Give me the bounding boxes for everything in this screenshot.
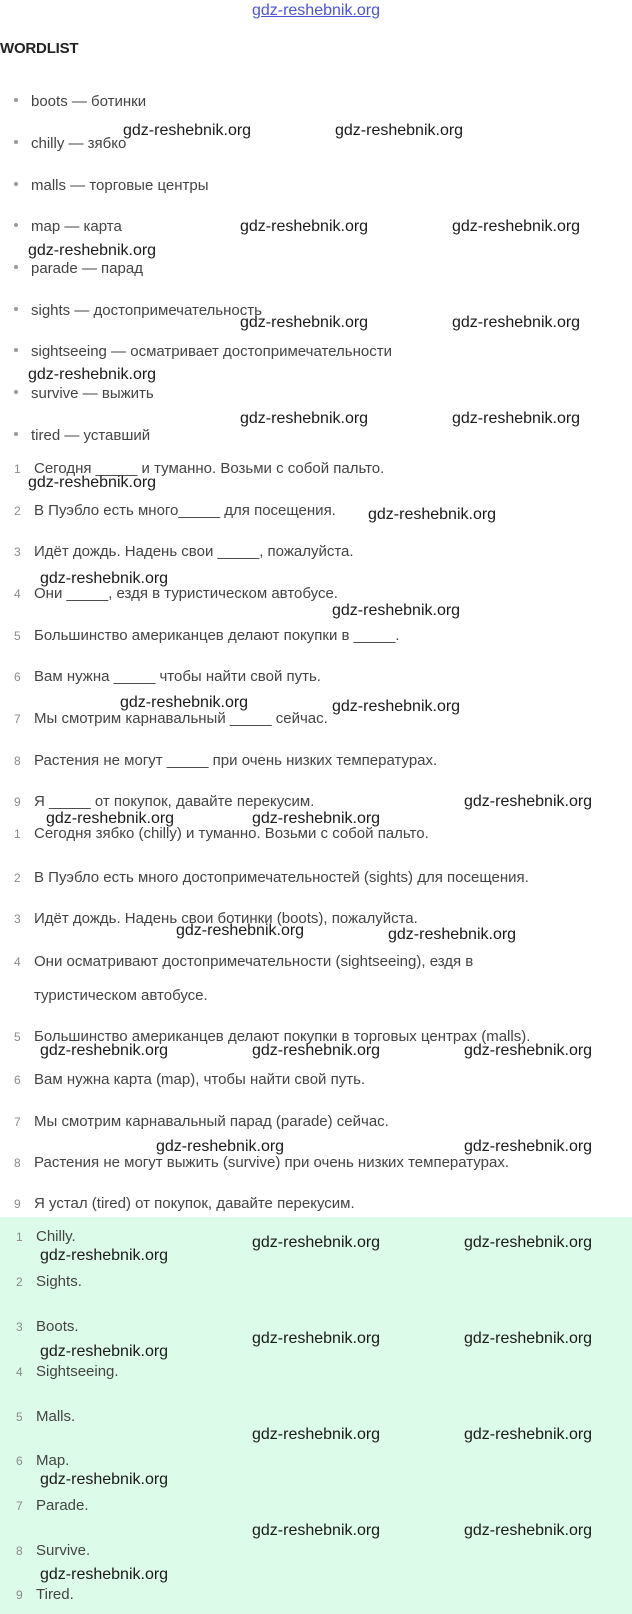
list-item: survive — выжить [14,385,154,405]
answer-item: 6 Map. [16,1452,70,1469]
watermark: gdz-reshebnik.org [156,1138,285,1155]
list-item: boots — ботинки [14,93,146,113]
watermark: gdz-reshebnik.org [464,1426,593,1443]
watermark: gdz-reshebnik.org [40,1042,169,1059]
bullet-icon [14,182,18,186]
translation-item: 4 Они осматривают достопримечательности (sightseeing), ездя в [14,953,474,970]
watermark: gdz-reshebnik.org [452,218,581,235]
watermark: gdz-reshebnik.org [40,1247,169,1264]
translation-item: 5 Большинство американцев делают покупки в торговых центрах (malls). [14,1028,531,1045]
watermark: gdz-reshebnik.org [252,1522,381,1539]
bullet-icon [14,140,18,144]
watermark: gdz-reshebnik.org [176,922,305,939]
watermark: gdz-reshebnik.org [28,242,157,259]
translation-item: 1 Сегодня зябко (chilly) и туманно. Возьми с собой пальто. [14,825,429,842]
list-item: sightseeing — осматривает достопримечательности [14,343,392,363]
watermark: gdz-reshebnik.org [40,1471,169,1488]
watermark: gdz-reshebnik.org [252,1042,381,1059]
exercise-item: 5 Большинство американцев делают покупки в _____. [14,627,400,644]
exercise-item: 8 Растения не могут _____ при очень низких температурах. [14,752,438,769]
bullet-icon [14,223,18,227]
exercise-item: 6 Вам нужна _____ чтобы найти свой путь. [14,668,321,685]
exercise-item: 9 Я _____ от покупок, давайте перекусим. [14,793,315,810]
watermark: gdz-reshebnik.org [46,810,175,827]
list-item: chilly — зябко [14,135,126,155]
watermark: gdz-reshebnik.org [452,410,581,427]
answer-item: 1 Chilly. [16,1228,76,1245]
bullet-icon [14,307,18,311]
answer-item: 3 Boots. [16,1318,79,1335]
watermark: gdz-reshebnik.org [368,506,497,523]
answer-item: 4 Sightseeing. [16,1363,119,1380]
watermark: gdz-reshebnik.org [464,793,593,810]
watermark: gdz-reshebnik.org [252,1234,381,1251]
watermark: gdz-reshebnik.org [464,1330,593,1347]
watermark: gdz-reshebnik.org [332,698,461,715]
watermark: gdz-reshebnik.org [464,1522,593,1539]
watermark: gdz-reshebnik.org [452,314,581,331]
site-link[interactable]: gdz-reshebnik.org [251,2,381,19]
watermark: gdz-reshebnik.org [40,570,169,587]
translation-item: 7 Мы смотрим карнавальный парад (parade) сейчас. [14,1113,389,1130]
answer-item: 8 Survive. [16,1542,91,1559]
bullet-icon [14,98,18,102]
watermark: gdz-reshebnik.org [123,122,252,139]
exercise-item: 1 Сегодня _____ и туманно. Возьми с собой пальто. [14,460,385,477]
answer-item: 9 Tired. [16,1586,74,1603]
watermark: gdz-reshebnik.org [28,474,157,491]
answer-item: 2 Sights. [16,1273,82,1290]
watermark: gdz-reshebnik.org [252,1330,381,1347]
list-item: malls — торговые центры [14,177,209,197]
translation-item: 6 Вам нужна карта (map), чтобы найти свой путь. [14,1071,366,1088]
translation-item: 9 Я устал (tired) от покупок, давайте перекусим. [14,1195,355,1212]
watermark: gdz-reshebnik.org [252,810,381,827]
wordlist-heading: WORDLIST [0,40,79,57]
watermark: gdz-reshebnik.org [332,602,461,619]
watermark: gdz-reshebnik.org [464,1138,593,1155]
list-item: tired — уставший [14,427,150,447]
list-item: parade — парад [14,260,143,280]
watermark: gdz-reshebnik.org [240,314,369,331]
exercise-item: 2 В Пуэбло есть много_____ для посещения. [14,502,336,519]
watermark: gdz-reshebnik.org [464,1234,593,1251]
translation-item: 3 Идёт дождь. Надень свои ботинки (boots), пожалуйста. [14,910,418,927]
answer-item: 7 Parade. [16,1497,89,1514]
watermark: gdz-reshebnik.org [28,366,157,383]
bullet-icon [14,390,18,394]
watermark: gdz-reshebnik.org [120,694,249,711]
bullet-icon [14,348,18,352]
translation-item: 2 В Пуэбло есть много достопримечательностей (sights) для посещения. [14,869,529,886]
answer-item: 5 Malls. [16,1408,76,1425]
watermark: gdz-reshebnik.org [335,122,464,139]
watermark: gdz-reshebnik.org [252,1426,381,1443]
watermark: gdz-reshebnik.org [240,410,369,427]
bullet-icon [14,432,18,436]
exercise-item: 4 Они _____, ездя в туристическом автобусе. [14,585,338,602]
watermark: gdz-reshebnik.org [240,218,369,235]
watermark: gdz-reshebnik.org [388,926,517,943]
translation-item-continued: туристическом автобусе. [34,987,208,1004]
list-item: sights — достопримечательность [14,302,262,322]
watermark: gdz-reshebnik.org [40,1343,169,1360]
answers-panel [0,1217,632,1614]
exercise-item: 7 Мы смотрим карнавальный _____ сейчас. [14,710,328,727]
bullet-icon [14,265,18,269]
watermark: gdz-reshebnik.org [40,1566,169,1583]
watermark: gdz-reshebnik.org [464,1042,593,1059]
exercise-item: 3 Идёт дождь. Надень свои _____, пожалуйста. [14,543,354,560]
list-item: map — карта [14,218,122,238]
translation-item: 8 Растения не могут выжить (survive) при очень низких температурах. [14,1154,509,1171]
